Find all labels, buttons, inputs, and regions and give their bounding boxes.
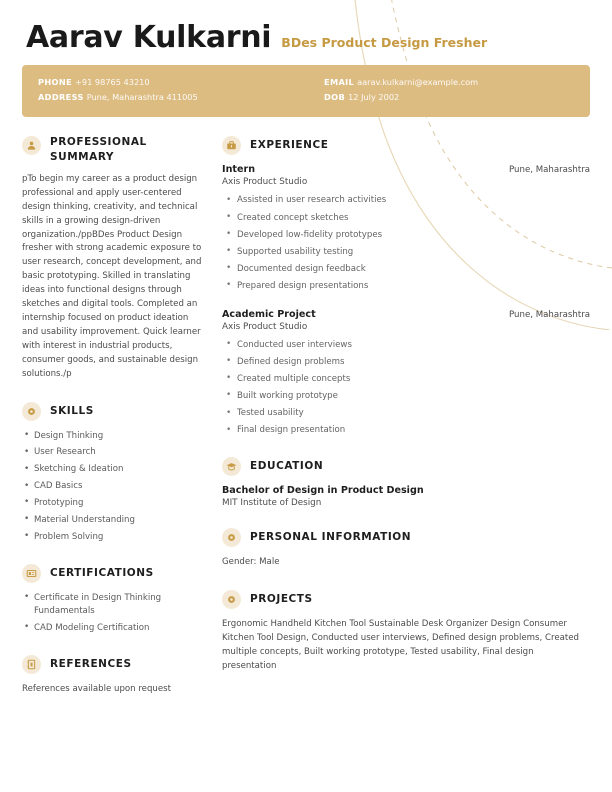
resume-header	[22, 22, 590, 54]
list-item: • Created multiple concepts	[222, 373, 590, 386]
section-professional-summary	[22, 135, 204, 381]
experience-location: Pune, Maharashtra	[509, 165, 590, 176]
list-item: • Documented design feedback	[222, 263, 590, 276]
address-label: ADDRESS	[38, 92, 84, 103]
list-item: • Design Thinking	[22, 430, 204, 443]
experience-title: EXPERIENCE	[250, 139, 329, 152]
contact-dob	[324, 90, 574, 106]
info-dot-icon	[222, 528, 241, 547]
certifications-list	[22, 592, 204, 635]
list-item: • Problem Solving	[22, 531, 204, 544]
section-education	[222, 456, 590, 508]
list-item: • CAD Modeling Certification	[22, 622, 204, 635]
left-column	[22, 135, 218, 716]
education-school: MIT Institute of Design	[222, 498, 322, 509]
contact-band	[22, 65, 590, 118]
phone-value: +91 98765 43210	[75, 76, 150, 87]
experience-bullets	[222, 339, 590, 437]
contact-address	[38, 90, 306, 106]
section-certifications	[22, 563, 204, 635]
graduation-cap-icon	[222, 457, 241, 476]
experience-organization: Axis Product Studio	[222, 177, 308, 188]
dob-label: DOB	[324, 92, 346, 103]
list-item: • Tested usability	[222, 407, 590, 420]
education-heading	[222, 456, 590, 476]
email-label: EMAIL	[324, 76, 355, 87]
contact-email	[324, 75, 574, 91]
references-title: REFERENCES	[50, 658, 132, 671]
projects-title: PROJECTS	[250, 592, 313, 605]
list-item: • Built working prototype	[222, 390, 590, 403]
projects-text: Ergonomic Handheld Kitchen Tool Sustainable Desk Organizer Design Consumer Kitchen Tool Design, Conducted user interviews, Defined design problems, Created multiple concepts, Built working prototype, Tested usability, Final design presentation	[222, 618, 579, 671]
section-references	[22, 654, 204, 697]
list-item: • Created concept sketches	[222, 212, 590, 225]
experience-heading	[222, 135, 590, 155]
list-item: • Material Understanding	[22, 514, 204, 527]
dob-value: 12 July 2002	[348, 92, 400, 103]
candidate-name: Aarav Kulkarni	[26, 20, 272, 55]
certifications-heading	[22, 563, 204, 583]
personal-information-title: PERSONAL INFORMATION	[250, 530, 412, 543]
phone-label: PHONE	[38, 76, 73, 87]
resume-columns	[22, 135, 590, 716]
list-item: • Assisted in user research activities	[222, 194, 590, 207]
personal-information-heading	[222, 527, 590, 547]
section-personal-information	[222, 527, 590, 570]
list-item: • Supported usability testing	[222, 246, 590, 259]
skills-title: SKILLS	[50, 404, 94, 417]
personal-information-text: Gender: Male	[222, 557, 280, 568]
section-experience	[222, 135, 590, 437]
professional-summary-text: pTo begin my career as a product design professional and apply user-centered design thinking, creativity, and technical skills in a growing design-driven organization./ppBDes Product Design fresher with strong academic exposure to user research, concept development, and basic prototyping. Skilled in translating ideas into functional designs through sketches and digital tools. Completed an internship focused on product ideation and usability improvement. Quick learner with interest in industrial products, consumer goods, and sustainable design solutions./p	[22, 173, 202, 379]
contact-phone	[38, 75, 306, 91]
experience-entry-header	[222, 164, 590, 175]
list-item: • Prepared design presentations	[222, 280, 590, 293]
right-column	[218, 135, 590, 692]
section-skills	[22, 401, 204, 544]
references-heading	[22, 654, 204, 674]
person-icon	[22, 136, 41, 155]
list-item: • Sketching & Ideation	[22, 463, 204, 476]
skills-list	[22, 430, 204, 544]
list-item: • Prototyping	[22, 497, 204, 510]
contact-column-left	[38, 75, 306, 107]
projects-dot-icon	[222, 590, 241, 609]
briefcase-icon	[222, 136, 241, 155]
contact-column-right	[306, 75, 574, 107]
experience-location: Pune, Maharashtra	[509, 309, 590, 320]
candidate-title: BDes Product Design Fresher	[281, 35, 488, 50]
skills-dot-icon	[22, 402, 41, 421]
skills-heading	[22, 401, 204, 421]
list-item: • Developed low-fidelity prototypes	[222, 229, 590, 242]
list-item: • Conducted user interviews	[222, 339, 590, 352]
certifications-title: CERTIFICATIONS	[50, 566, 154, 579]
list-item: • User Research	[22, 446, 204, 459]
experience-entry	[222, 309, 590, 437]
experience-organization: Axis Product Studio	[222, 321, 308, 332]
section-projects	[222, 589, 590, 674]
email-value[interactable]: aarav.kulkarni@example.com	[357, 76, 479, 87]
professional-summary-heading	[22, 135, 204, 163]
education-title: EDUCATION	[250, 459, 324, 472]
experience-entry-header	[222, 309, 590, 320]
experience-entry	[222, 164, 590, 292]
education-degree: Bachelor of Design in Product Design	[222, 485, 424, 497]
list-item: • Certificate in Design Thinking Fundamentals	[22, 592, 204, 619]
experience-role: Intern	[222, 164, 256, 176]
experience-bullets	[222, 194, 590, 292]
certificate-icon	[22, 564, 41, 583]
projects-heading	[222, 589, 590, 609]
list-item: • CAD Basics	[22, 480, 204, 493]
experience-role: Academic Project	[222, 308, 316, 320]
professional-summary-title: PROFESSIONAL SUMMARY	[50, 136, 147, 163]
list-item: • Defined design problems	[222, 356, 590, 369]
references-text: References available upon request	[22, 684, 172, 695]
list-item: • Final design presentation	[222, 424, 590, 437]
address-book-icon	[22, 655, 41, 674]
address-value: Pune, Maharashtra 411005	[86, 92, 198, 103]
